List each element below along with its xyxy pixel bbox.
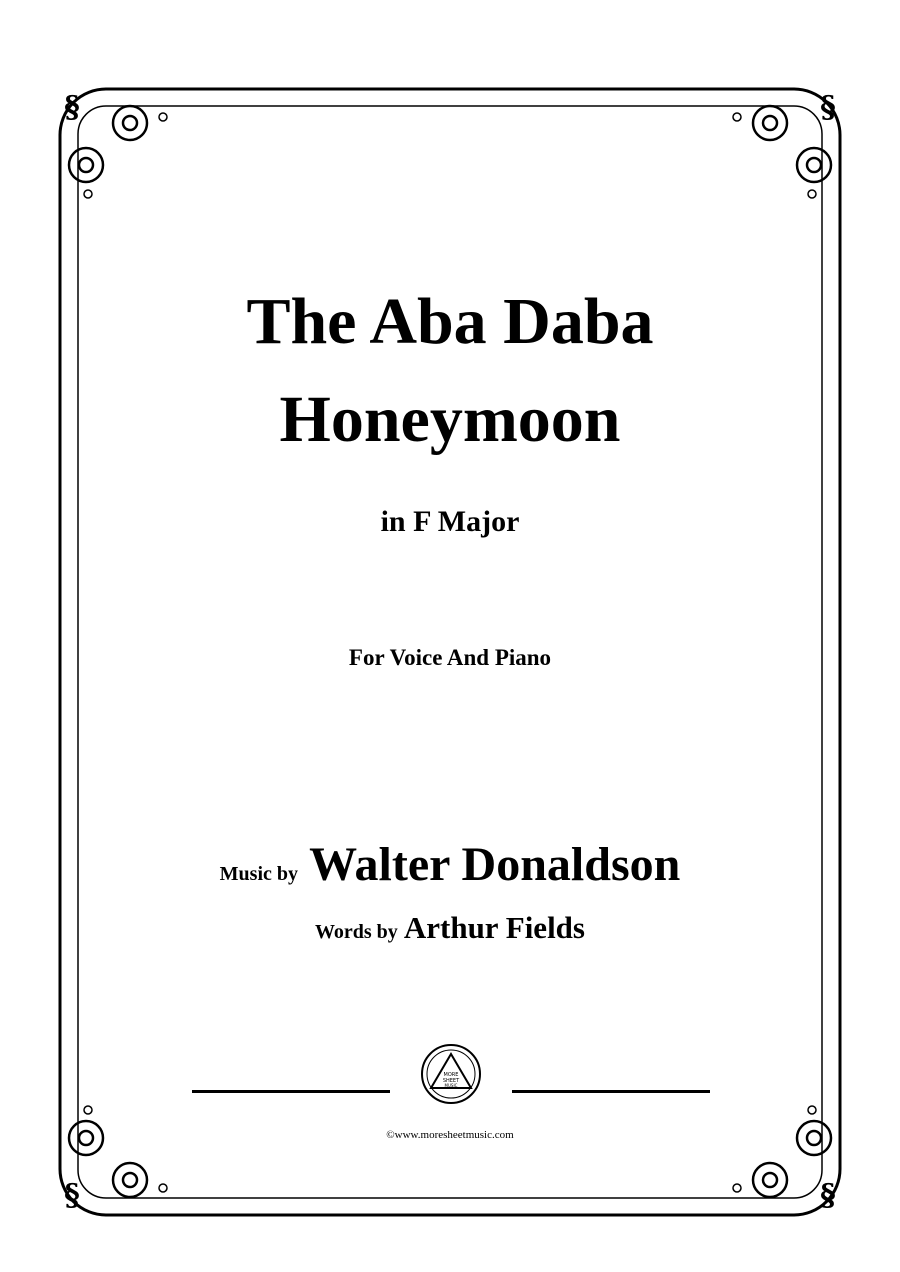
svg-text:§: § <box>64 90 80 125</box>
lyricist-name: Arthur Fields <box>403 910 585 945</box>
composer-name: Walter Donaldson <box>309 838 681 891</box>
music-by-label: Music by <box>219 863 298 885</box>
instrumentation: For Voice And Piano <box>348 645 552 670</box>
website-credit: ©www.moresheetmusic.com <box>386 1129 514 1141</box>
corner-scroll-top-left <box>69 106 147 182</box>
divider-right <box>512 1090 710 1093</box>
composer-credit <box>0 837 900 902</box>
logo-text-2: SHEET <box>442 1078 460 1084</box>
logo-text-1: MORE <box>443 1072 459 1078</box>
title-line-1: The Aba Daba <box>246 285 654 358</box>
svg-text:§: § <box>820 90 836 125</box>
svg-text:§: § <box>64 1178 80 1213</box>
words-by-label: Words by <box>315 921 398 943</box>
logo-text-3: MUSIC <box>444 1083 458 1088</box>
publisher-logo <box>421 1042 481 1106</box>
key-signature: in F Major <box>380 505 520 538</box>
divider-left <box>192 1090 390 1093</box>
title-line-2: Honeymoon <box>279 383 621 456</box>
svg-text:§: § <box>820 1178 836 1213</box>
lyricist-credit <box>0 910 900 950</box>
